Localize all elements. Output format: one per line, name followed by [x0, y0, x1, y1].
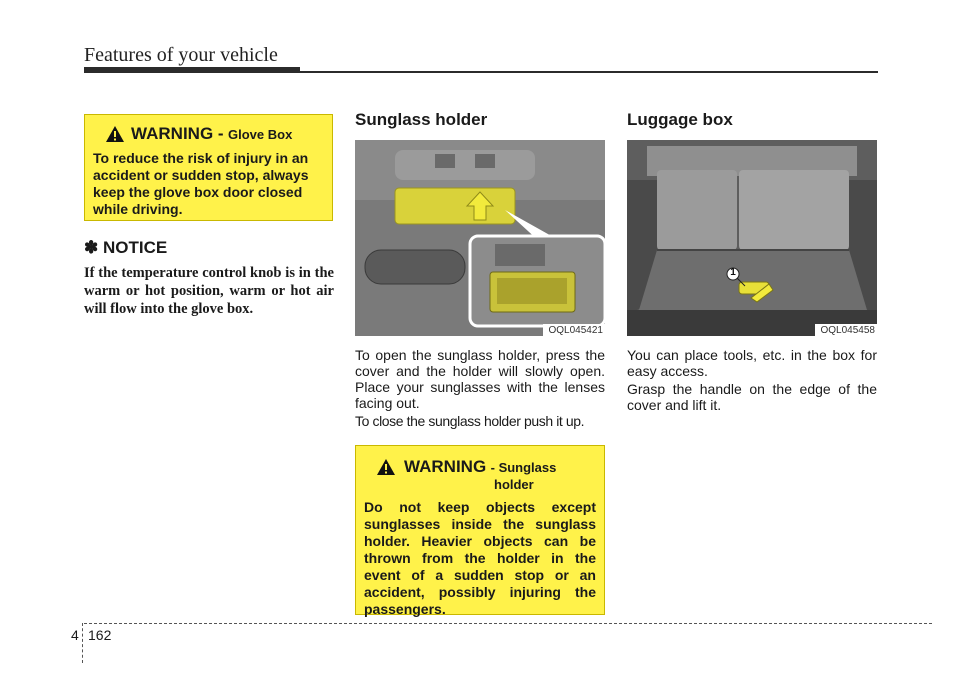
luggage-para-access: You can place tools, etc. in the box for easy access.: [627, 347, 877, 379]
figure-code: OQL045458: [815, 324, 878, 336]
sunglass-para-close: To close the sunglass holder push it up.: [355, 413, 585, 429]
page-number: 162: [88, 627, 112, 643]
header-rule: [300, 71, 878, 73]
sunglass-para-open: To open the sunglass holder, press the cover and the holder will slowly open. Place your sunglasses with the lenses facing out.: [355, 347, 605, 411]
notice-title: ✽ NOTICE: [84, 238, 168, 257]
sunglass-holder-title: Sunglass holder: [355, 110, 488, 129]
warning-body: Do not keep objects except sunglasses inside the sunglass holder. Heavier objects can be thrown from the holder in the event of a sudden stop or an accident, possibly injuring the passengers.: [364, 499, 596, 617]
sunglass-holder-illustration: [355, 140, 605, 336]
luggage-box-title: Luggage box: [627, 110, 733, 129]
sunglass-holder-warning: [355, 445, 605, 615]
page-header-title: Features of your vehicle: [84, 44, 278, 66]
luggage-box-illustration: [627, 140, 877, 336]
warning-word: WARNING -: [131, 124, 224, 143]
warning-body: To reduce the risk of injury in an accident or sudden stop, always keep the glove box door closed while driving.: [93, 150, 309, 217]
warning-subject: - Sunglass: [490, 460, 557, 475]
luggage-para-lift: Grasp the handle on the edge of the cover and lift it.: [627, 381, 877, 413]
chapter-number: 4: [71, 627, 79, 643]
warning-triangle-icon: [376, 458, 396, 476]
luggage-box-figure: [627, 140, 877, 336]
warning-subject: Glove Box: [228, 127, 293, 142]
warning-word: WARNING: [404, 457, 487, 476]
sunglass-holder-figure: [355, 140, 605, 336]
footer-divider: [82, 623, 83, 663]
notice-body: If the temperature control knob is in the warm or hot position, warm or hot air will flow into the glove box.: [84, 265, 334, 317]
figure-code: OQL045421: [543, 324, 606, 336]
callout-number: 1: [730, 267, 736, 278]
footer-rule: [84, 623, 932, 624]
warning-subject-cont: holder: [494, 477, 534, 492]
warning-triangle-icon: [105, 125, 125, 143]
glove-box-warning: [84, 114, 333, 221]
header-bar: [84, 67, 300, 73]
